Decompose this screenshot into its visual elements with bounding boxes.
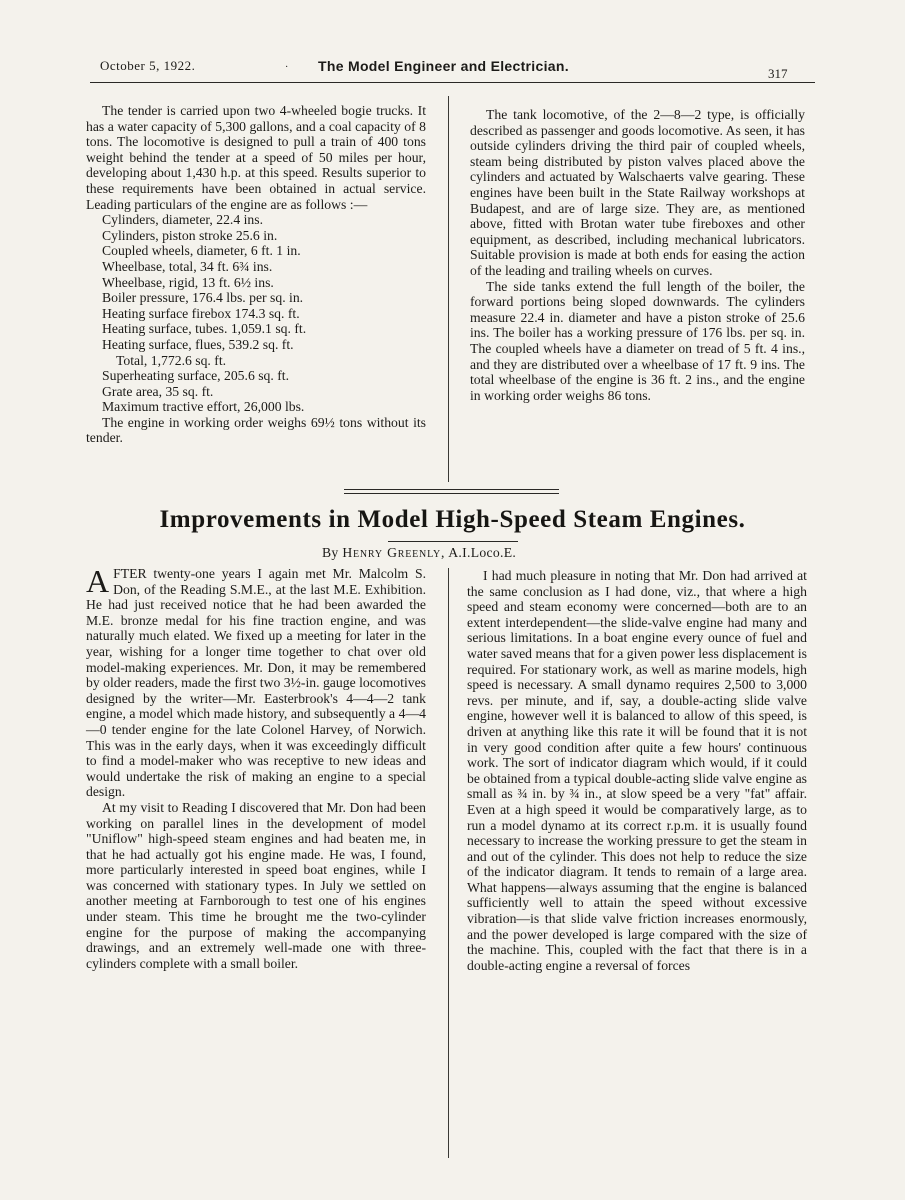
spec-item: Superheating surface, 205.6 sq. ft.: [102, 368, 290, 384]
section-separator: [344, 489, 559, 490]
tender-paragraph: The tender is carried upon two 4-wheeled bogie trucks. It has a water capacity of 5,300 gallons, and a coal capacity of 8 tons. The locomotive is designed to pull a train of 400 tons weight behind the tender at a speed of 50 miles per hour, developing about 1,430 h.p. at this speed. Results superior to these requirements have been obtained in actual service. Leading particulars of the engine are as follows :—: [86, 103, 426, 212]
author-credentials: A.I.Loco.E.: [448, 545, 517, 560]
publication-title: The Model Engineer and Electrician.: [318, 58, 569, 74]
tank-locomotive-paragraph: The tank locomotive, of the 2—8—2 type, is officially described as passenger and goods locomotive. As seen, it has outside cylinders driving the third pair of coupled wheels, steam being distributed by piston valves placed above the cylinders and actuated by Walschaerts valve gearing. These engines have been built in the State Railway workshops at Budapest, and are of large size. They are, as mentioned above, fitted with Brotan water tube fireboxes and other equipment, as described, including mechanical lubricators. Suitable provision is made at both ends for easing the action of the leading and trailing wheels on curves.: [470, 107, 805, 278]
article-title: Improvements in Model High-Speed Steam Engines.: [159, 506, 746, 533]
drop-cap: A: [86, 563, 110, 599]
column-divider: [448, 568, 449, 1158]
spec-item: Cylinders, piston stroke 25.6 in.: [102, 227, 278, 243]
article-column-left: [86, 563, 426, 971]
title-underline: [388, 541, 518, 542]
spec-item: Wheelbase, rigid, 13 ft. 6½ ins.: [102, 274, 274, 290]
spec-item: Cylinders, diameter, 22.4 ins.: [102, 212, 264, 228]
header-rule: [90, 82, 815, 83]
spec-item: Wheelbase, total, 34 ft. 6¾ ins.: [102, 258, 273, 274]
spec-item: Coupled wheels, diameter, 6 ft. 1 in.: [102, 243, 301, 259]
engine-particulars-list: [86, 212, 426, 415]
engine-weight-paragraph: The engine in working order weighs 69½ tons without its tender.: [86, 414, 426, 446]
page-number: 317: [768, 66, 788, 81]
spec-item: Heating surface, flues, 539.2 sq. ft.: [102, 336, 294, 352]
article-paragraph: I had much pleasure in noting that Mr. Don had arrived at the same conclusion as I had done, viz., that where a high speed and steam economy were concerned—both are to an extent interdependent—the slide-valve engine had many and serious limitations. In a boat engine every ounce of fuel and water saved means that for a given power less displacement is required. For stationary work, as well as marine models, high speed is necessary. A small dynamo requires 2,500 to 3,000 revs. per minute, and if, say, a double-acting slide valve engine, however well it is balanced to allow of this speed, is driven at anything like this rate it will be found that it is not in very good condition after quite a few hours' continuous work. The sort of indicator diagram which would, if it could be obtained from a typical double-acting slide valve engine as small as ¾ in. by ¾ in., at slow speed be a very "fat" affair. Even at a high speed it would be comparatively large, as to run a model dynamo at its correct r.p.m. it is usually found necessary to increase the working pressure to get the steam in and out of the cylinder. This does not help to reduce the size of the indicator diagram. It tends to remain of a large area. What happens—always assuming that the engine is balanced sufficiently well to attain the speed without excessive vibration—is that slide valve friction increases enormously, and the power developed is large compared with the size of the machine. This, coupled with the fact that there is in a double-acting engine a reversal of forces: [467, 568, 807, 973]
header-bullet: ·: [285, 62, 289, 73]
spec-item: Grate area, 35 sq. ft.: [102, 383, 214, 399]
side-tanks-paragraph: The side tanks extend the full length of the boiler, the forward portions being sloped downwards. The cylinders measure 22.4 in. diameter and have a piston stroke of 25.6 ins. The boiler has a working pressure of 176 lbs. per sq. in. The coupled wheels have a diameter on tread of 5 ft. 4 ins., and they are distributed over a wheelbase of 17 ft. 9 ins. The total wheelbase of the engine is 36 ft. 2 ins., and the engine in working order weighs 86 tons.: [470, 278, 805, 403]
header-date: October 5, 1922.: [100, 58, 196, 73]
article-column-right: [467, 568, 807, 973]
article-paragraph: FTER twenty-one years I again met Mr. Malcolm S. Don, of the Reading S.M.E., at the last M.E. Exhibition. He had just received notice that he had been awarded the M.E. bronze medal for his fine traction engine, and was naturally much elated. We fixed up a meeting for later in the year, wishing for a longer time together to chat over old model-making experiences. Mr. Don, it may be remembered by older readers, made the first two 3½-in. gauge locomotives designed by the writer—Mr. Easterbrook's 4—4—2 tank engine, a model which made history, and subsequently a 4—4—0 tender engine for the late Colonel Harvey, of Norwich. This was in the early days, when it was exceedingly difficult to find a model-maker who was receptive to new ideas and would undertake the risk of making an engine to a special design.: [86, 566, 426, 800]
spec-total: Total, 1,772.6 sq. ft.: [116, 352, 227, 368]
author-name: Henry Greenly,: [342, 545, 446, 560]
spec-item: Heating surface firebox 174.3 sq. ft.: [102, 305, 300, 321]
section-separator: [344, 493, 559, 494]
spec-item: Maximum tractive effort, 26,000 lbs.: [102, 399, 305, 415]
column-divider: [448, 96, 449, 482]
tender-column: [86, 103, 426, 446]
spec-item: Boiler pressure, 176.4 lbs. per sq. in.: [102, 290, 304, 306]
byline-prefix: By: [322, 545, 339, 560]
spec-item: Heating surface, tubes. 1,059.1 sq. ft.: [102, 321, 307, 337]
article-paragraph: At my visit to Reading I discovered that Mr. Don had been working on parallel lines in the development of model "Uniflow" high-speed steam engines and had beaten me, in that he had actually got his engine made. He was, I found, more particularly interested in speed boat engines, while I was concerned with stationary types. In July we settled on another meeting at Farnborough to test one of his engines under steam. This time he brought me the two-cylinder engine for the purpose of making the accompanying drawings, and an extremely well-made one with three-cylinders complete with a small boiler.: [86, 799, 426, 971]
byline: [322, 545, 516, 561]
tank-locomotive-column: [470, 107, 805, 403]
